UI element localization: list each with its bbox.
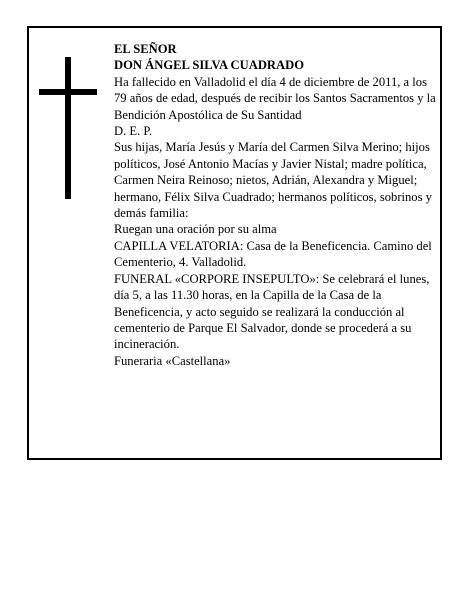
obituary-text	[114, 41, 437, 369]
family-list: Sus hijas, María Jesús y María del Carmen Silva Merino; hijos políticos, José Antonio Macías y Javier Nistal; madre política, Carmen Neira Reinoso; nietos, Adrián, Alexandra y Miguel; hermano, Félix Silva Cuadrado; hermanos políticos, sobrinos y demás familia:	[114, 140, 432, 221]
funeral-home: Funeraria «Castellana»	[114, 353, 231, 368]
cross-horizontal-bar	[39, 89, 97, 95]
wake-chapel: CAPILLA VELATORIA: Casa de la Beneficencia. Camino del Cementerio, 4. Valladolid.	[114, 238, 432, 270]
cross-vertical-bar	[65, 57, 71, 199]
rip-abbreviation: D. E. P.	[114, 124, 153, 139]
honorific: EL SEÑOR	[114, 42, 177, 56]
deceased-name: DON ÁNGEL SILVA CUADRADO	[114, 58, 304, 73]
cross-icon	[39, 57, 97, 199]
prayer-request: Ruegan una oración por su alma	[114, 222, 277, 237]
obituary-notice	[27, 26, 442, 460]
funeral-details: FUNERAL «CORPORE INSEPULTO»: Se celebrará el lunes, día 5, a las 11.30 horas, en la Capilla de la Casa de la Beneficencia, y acto seguido se realizará la conducción al cementerio de Parque El Salvador, donde se procederá a su incineración.	[114, 271, 430, 352]
death-announcement: Ha fallecido en Valladolid el día 4 de diciembre de 2011, a los 79 años de edad, después de recibir los Santos Sacramentos y la Bendición Apostólica de Su Santidad	[114, 74, 436, 122]
